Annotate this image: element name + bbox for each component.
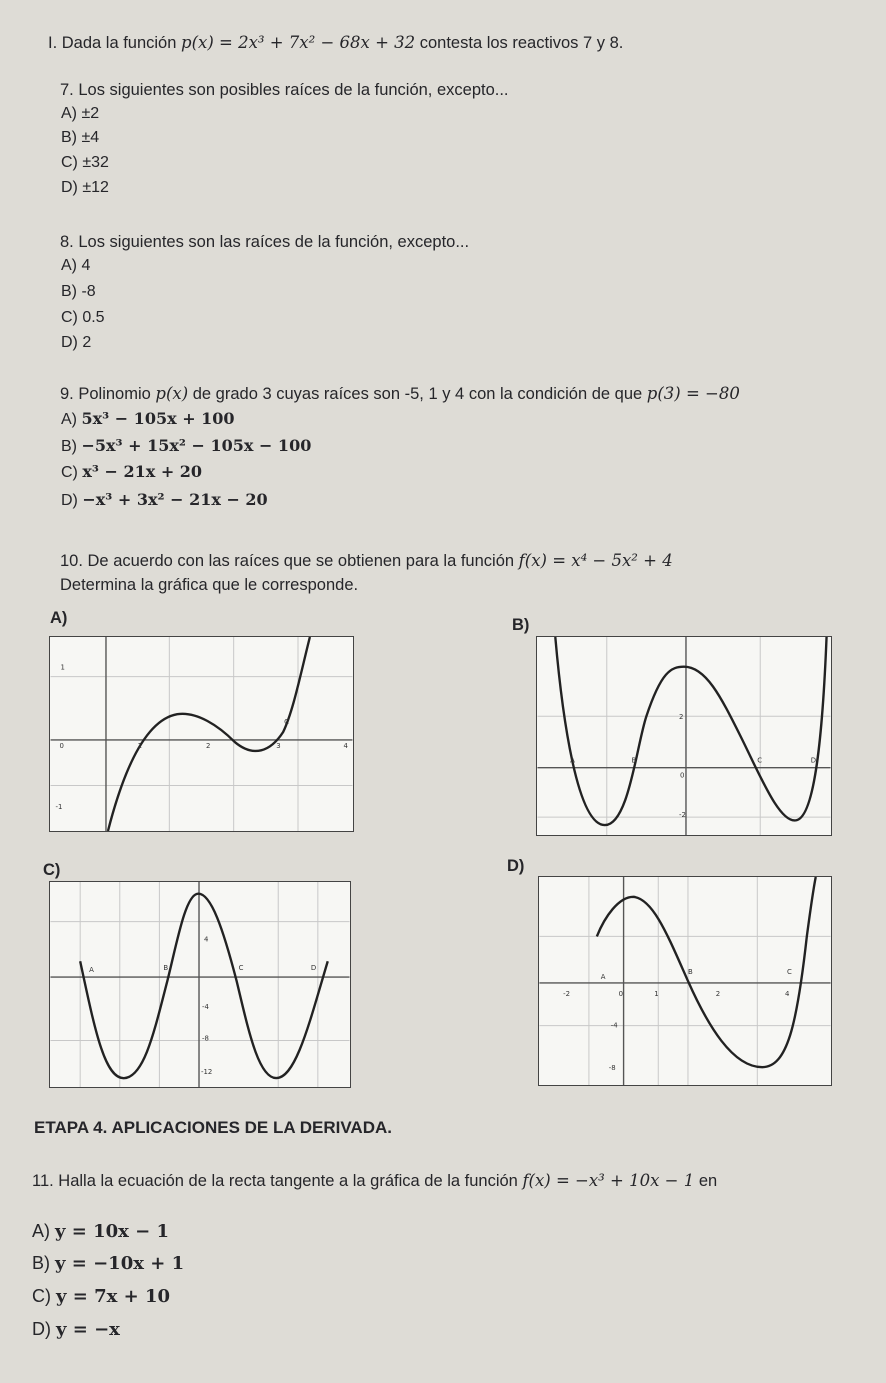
grid-lines [51, 637, 353, 831]
q11-option-a[interactable] [32, 1221, 169, 1242]
q11-option-c[interactable] [32, 1286, 170, 1307]
q11-option-b[interactable] [32, 1253, 184, 1274]
option-letter: D) [32, 1319, 51, 1339]
curve [108, 637, 310, 831]
tick-label: 1 [60, 663, 65, 672]
grid-lines [50, 882, 349, 1087]
graph-c[interactable] [49, 881, 351, 1088]
option-expression: x³ − 21x + 20 [82, 462, 203, 481]
q9-condition: p(3) = −80 [646, 384, 740, 403]
intro-line [48, 33, 623, 53]
q11-option-d[interactable] [32, 1319, 120, 1340]
q9-text [60, 384, 740, 404]
option-expression: −x³ + 3x² − 21x − 20 [82, 490, 268, 509]
point-label: B [163, 964, 169, 973]
point-label: C [787, 968, 792, 977]
q10-lead: 10. De acuerdo con las raíces que se obtienen para la función [60, 552, 515, 570]
intro-tail: contesta los reactivos 7 y 8. [419, 34, 624, 52]
curve [597, 877, 816, 1067]
point-label: A [89, 966, 94, 975]
q8-option-a[interactable]: A) 4 [61, 257, 91, 274]
q9-lead: 9. Polinomio [60, 385, 151, 403]
tick-label: -8 [201, 1034, 209, 1043]
tick-label: 3 [276, 741, 281, 750]
q9-option-b[interactable] [61, 436, 311, 457]
q9-option-d[interactable] [61, 490, 268, 511]
q9-mid: de grado 3 cuyas raíces son -5, 1 y 4 con la condición de que [192, 385, 643, 403]
q10-text [60, 551, 673, 571]
point-label: D [310, 964, 317, 973]
q11-lead: 11. Halla la ecuación de la recta tangente a la gráfica de la función [32, 1172, 518, 1190]
q11-function: f(x) = −x³ + 10x − 1 [522, 1171, 695, 1190]
tick-label: -1 [55, 803, 63, 812]
tick-label: 4 [785, 989, 790, 998]
point-label: D [810, 756, 817, 765]
option-letter: C) [61, 464, 78, 481]
option-letter: A) [61, 411, 77, 428]
q7-option-b[interactable]: B) ±4 [61, 129, 100, 146]
curve [555, 637, 826, 825]
q9-px: p(x) [155, 384, 189, 403]
tick-label: 4 [203, 935, 209, 944]
q11-tail: en [698, 1172, 718, 1190]
tick-label: -12 [200, 1068, 213, 1077]
option-letter: C) [32, 1286, 51, 1306]
tick-label: 2 [679, 713, 684, 722]
option-letter: B) [32, 1253, 50, 1273]
tick-label: 2 [205, 741, 211, 750]
tick-label: 1 [654, 989, 659, 998]
tick-label: -4 [610, 1021, 618, 1030]
tick-label: -8 [608, 1064, 616, 1073]
q8-option-c[interactable]: C) 0.5 [61, 309, 105, 326]
q11-text [32, 1171, 717, 1191]
point-label: B [631, 756, 637, 765]
tick-label: -4 [201, 1002, 209, 1011]
tick-label: 0 [618, 989, 624, 998]
graph-a[interactable] [49, 636, 354, 832]
tick-label: -2 [679, 811, 686, 820]
graph-b[interactable] [536, 636, 832, 836]
grid-lines [539, 877, 830, 1085]
point-label: C [284, 718, 289, 727]
point-label: B [687, 968, 693, 977]
q7-option-d[interactable]: D) ±12 [61, 179, 109, 196]
graph-label-a[interactable]: A) [50, 609, 68, 627]
tick-label: 4 [343, 741, 348, 750]
stage-heading: ETAPA 4. APLICACIONES DE LA DERIVADA. [34, 1118, 392, 1137]
option-expression: 5x³ − 105x + 100 [81, 409, 235, 428]
graph-label-c[interactable]: C) [43, 861, 61, 879]
point-label: A [570, 756, 575, 765]
q8-option-d[interactable]: D) 2 [61, 334, 92, 351]
q7-option-c[interactable]: C) ±32 [61, 154, 109, 171]
point-label: A [600, 973, 606, 982]
tick-label: 2 [715, 989, 721, 998]
option-expression: −5x³ + 15x² − 105x − 100 [81, 436, 312, 455]
tick-label: -2 [563, 989, 571, 998]
option-letter: B) [61, 438, 77, 455]
option-expression: y = 7x + 10 [56, 1286, 171, 1307]
q8-option-b[interactable]: B) -8 [61, 283, 96, 300]
option-expression: y = 10x − 1 [55, 1221, 170, 1242]
point-label: C [757, 756, 763, 765]
tick-label: 1 [137, 741, 143, 750]
option-letter: D) [61, 492, 78, 509]
q8-text: 8. Los siguientes son las raíces de la función, excepto... [60, 233, 470, 251]
graph-label-b[interactable]: B) [512, 616, 530, 634]
point-label: C [238, 964, 244, 973]
q9-option-c[interactable] [61, 462, 202, 483]
option-expression: y = −10x + 1 [55, 1253, 185, 1274]
q9-option-a[interactable] [61, 409, 235, 430]
q10-function: f(x) = x⁴ − 5x² + 4 [518, 551, 673, 570]
q10-line2: Determina la gráfica que le corresponde. [60, 576, 359, 594]
intro-function: p(x) = 2x³ + 7x² − 68x + 32 [181, 33, 416, 52]
q7-option-a[interactable]: A) ±2 [61, 105, 100, 122]
q7-text: 7. Los siguientes son posibles raíces de la función, excepto... [60, 81, 509, 99]
graph-d[interactable] [538, 876, 832, 1086]
option-letter: A) [32, 1221, 50, 1241]
tick-label: 0 [680, 771, 685, 780]
tick-label: 0 [59, 741, 64, 750]
intro-lead: I. Dada la función [48, 34, 177, 52]
graph-label-d[interactable]: D) [507, 857, 525, 875]
option-expression: y = −x [56, 1319, 120, 1340]
